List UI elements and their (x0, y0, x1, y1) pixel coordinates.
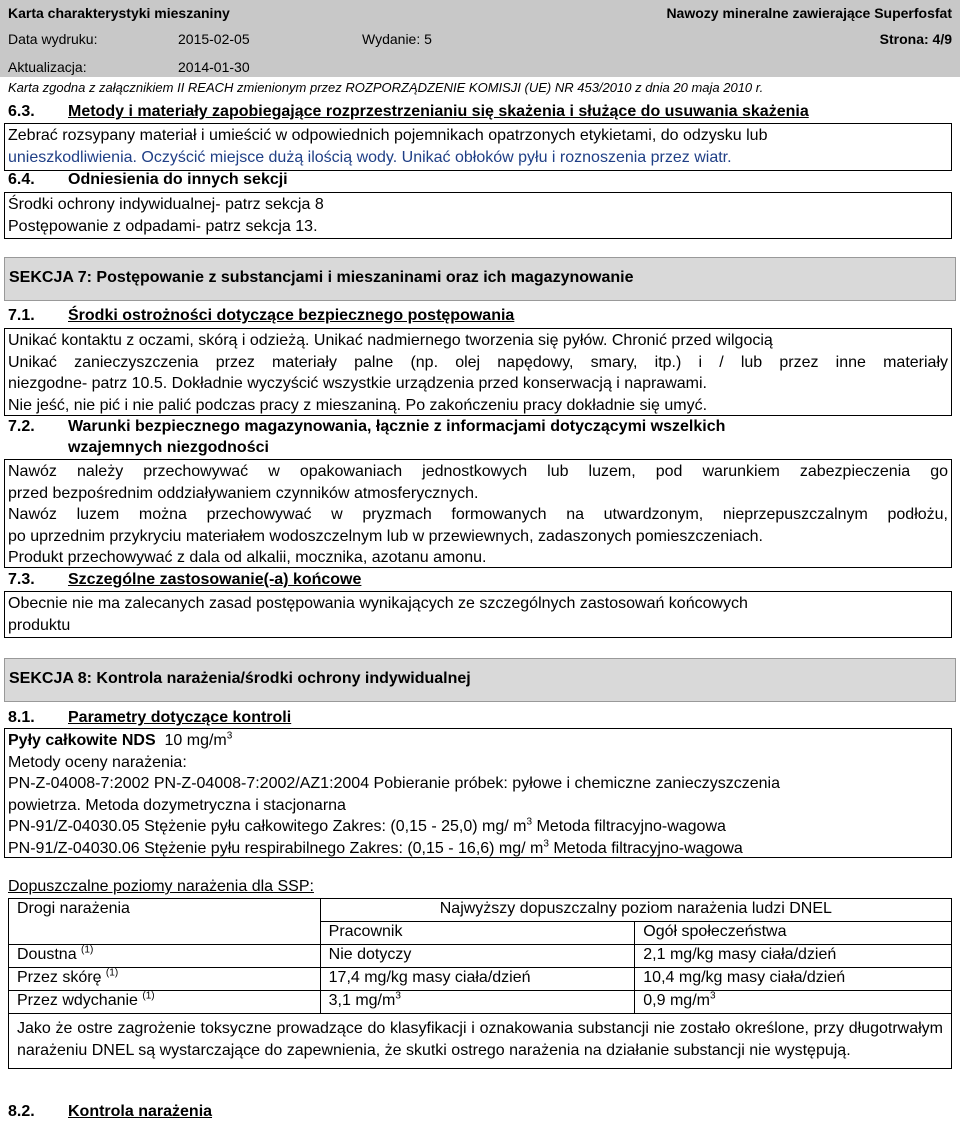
section-number: 7.1. (8, 307, 35, 324)
section-8-banner (4, 658, 956, 702)
method-text: Metoda filtracyjno-wagowa (536, 818, 726, 835)
text-line: Unikać zanieczyszczenia przez materiały palne (np. olej napędowy, smary, itp.) i / lub przez inne materiały (8, 353, 948, 371)
section-title: Metody i materiały zapobiegające rozprzestrzenianiu się skażenia i służące do usuwania skażenia (68, 103, 809, 120)
footnote-marker: (1) (81, 944, 94, 956)
section-title: Szczególne zastosowanie(-a) końcowe (68, 571, 362, 588)
table-cell (635, 945, 952, 968)
dnel-heading: Dopuszczalne poziomy narażenia dla SSP: (8, 878, 314, 895)
header-row-3 (0, 54, 960, 79)
section-number: 6.4. (8, 171, 35, 188)
method-line: powietrza. Metoda dozymetryczna i stacjonarna (8, 796, 346, 814)
print-date-label: Data wydruku: (8, 31, 98, 47)
section-title: Parametry dotyczące kontroli (68, 709, 292, 726)
text-line: po uprzednim przykryciu materiałem wodoszczelnym lub w przewiewnych, zadaszonych pomieszczeniach. (8, 527, 763, 545)
method-line (8, 816, 948, 838)
footnote-marker: (1) (105, 967, 119, 979)
section-number: 7.3. (8, 571, 35, 588)
table-header-cell: Pracownik (320, 922, 635, 945)
text-line: Nawóz luzem można przechowywać w pryzmach formowanych na utwardzonym, nieprzepuszczalnym podłożu, (8, 506, 948, 523)
text-line: Produkt przechowywać z dala od alkalii, mocznika, azotanu amonu. (8, 549, 487, 566)
route-label: Doustna (17, 946, 77, 963)
dnel-note: Jako że ostre zagrożenie toksyczne prowadzące do klasyfikacji i oznakowania substancji nie zostało określone, przy długotrwałym narażeniu DNEL są wystarczające do zapewnienia, że skutki ostrego narażenia na działanie substancji nie występują. (9, 1014, 952, 1069)
section-6-3-heading (8, 103, 809, 121)
section-8-2-heading (8, 1103, 212, 1121)
section-title: Kontrola narażenia (68, 1103, 213, 1120)
text-line: Unikać kontaktu z oczami, skórą i odzieżą. Unikać nadmiernego tworzenia się pyłów. Chronić przed wilgocią (8, 332, 773, 349)
section-number: 8.2. (8, 1103, 35, 1120)
section-6-3-box (4, 123, 952, 171)
table-cell (320, 968, 635, 991)
section-title-cont: wzajemnych niezgodności (68, 439, 269, 456)
edition: Wydanie: 5 (362, 31, 432, 47)
table-cell (320, 945, 635, 968)
route-label: Przez wdychanie (17, 992, 138, 1009)
table-cell (635, 991, 952, 1014)
section-6-4-box (4, 192, 952, 239)
text-line: Nie jeść, nie pić i nie palić podczas pracy z mieszaniną. Po zakończeniu pracy dokładnie się umyć. (8, 396, 708, 414)
section-number: 7.2. (8, 418, 35, 435)
table-header-cell: Ogół społeczeństwa (635, 922, 952, 945)
section-6-4-heading (8, 171, 288, 189)
text-line: Nawóz należy przechowywać w opakowaniach jednostkowych lub luzem, pod warunkiem zabezpieczenia go (8, 463, 948, 480)
nds-unit-exponent: 3 (226, 730, 233, 742)
table-row (9, 968, 952, 991)
unit-exponent: 3 (709, 990, 716, 1002)
update-date: 2014-01-30 (178, 59, 250, 75)
section-number: 6.3. (8, 103, 35, 120)
table-cell (9, 968, 321, 991)
method-text: PN-91/Z-04030.06 Stężenie pyłu respirabilnego Zakres: (0,15 - 16,6) mg/ m (8, 839, 544, 857)
table-cell (9, 991, 321, 1014)
methods-label: Metody oceny narażenia: (8, 753, 187, 771)
text-line: przed bezpośrednim oddziaływaniem czynników atmosferycznych. (8, 484, 479, 502)
section-7-1-heading (8, 307, 514, 325)
text-line: Obecnie nie ma zalecanych zasad postępowania wynikających ze szczególnych zastosowań końcowych (8, 595, 748, 612)
print-date: 2015-02-05 (178, 31, 250, 47)
text-line: produktu (8, 616, 71, 634)
product-name: Nawozy mineralne zawierające Superfosfat (666, 5, 952, 21)
section-8-title: SEKCJA 8: Kontrola narażenia/środki ochrony indywidualnej (9, 670, 471, 687)
compliance-note: Karta zgodna z załącznikiem II REACH zmienionym przez ROZPORZĄDZENIE KOMISJI (UE) NR 453/2010 z dnia 20 maja 2010 r. (8, 80, 764, 95)
nds-value: 10 mg/m (164, 732, 227, 749)
unit-exponent: 3 (526, 816, 533, 828)
method-line: PN-Z-04008-7:2002 PN-Z-04008-7:2002/AZ1:2004 Pobieranie próbek: pyłowe i chemiczne zanieczyszczenia (8, 775, 780, 792)
header-row-2 (0, 26, 960, 51)
table-row (9, 899, 952, 922)
method-text: PN-91/Z-04030.05 Stężenie pyłu całkowitego Zakres: (0,15 - 25,0) mg/ m (8, 818, 527, 835)
section-7-banner (4, 257, 956, 301)
dnel-value: 10,4 mg/kg masy ciała/dzień (643, 969, 846, 986)
text-line: Środki ochrony indywidualnej- patrz sekcja 8 (8, 196, 324, 213)
table-header-cell: Najwyższy dopuszczalny poziom narażenia ludzi DNEL (320, 899, 951, 922)
nds-label: Pyły całkowite NDS (8, 732, 156, 749)
nds-line (8, 730, 948, 752)
table-row (9, 945, 952, 968)
table-header-cell: Drogi narażenia (9, 899, 321, 945)
dnel-value: 17,4 mg/kg masy ciała/dzień (328, 969, 531, 986)
section-number: 8.1. (8, 709, 35, 726)
method-line (8, 838, 948, 860)
unit-exponent: 3 (395, 990, 401, 1002)
dnel-table (8, 898, 952, 1069)
text-line: niezgodne- patrz 10.5. Dokładnie wyczyścić wszystkie urządzenia przed konserwacją i naprawami. (8, 375, 707, 392)
update-label: Aktualizacja: (8, 59, 87, 75)
dnel-value: 2,1 mg/kg masy ciała/dzień (643, 946, 837, 963)
section-title: Odniesienia do innych sekcji (68, 171, 288, 188)
text-line: Postępowanie z odpadami- patrz sekcja 13. (8, 217, 318, 235)
table-row (9, 1014, 952, 1069)
document-type: Karta charakterystyki mieszaniny (8, 5, 230, 21)
section-8-1-heading (8, 709, 291, 727)
section-title: Środki ostrożności dotyczące bezpiecznego postępowania (68, 307, 515, 324)
route-label: Przez skórę (17, 969, 102, 986)
table-row (9, 991, 952, 1014)
header-row-1 (0, 0, 960, 25)
text-line: Zebrać rozsypany materiał i umieścić w odpowiednich pojemnikach opatrzonych etykietami, do odzysku lub (8, 127, 768, 144)
text-line: unieszkodliwienia. Oczyścić miejsce dużą ilością wody. Unikać obłoków pyłu i roznoszenia przez wiatr. (8, 148, 732, 166)
page-number: Strona: 4/9 (879, 31, 952, 47)
table-cell (320, 991, 635, 1014)
table-cell (9, 945, 321, 968)
section-7-2-box (4, 459, 952, 568)
dnel-value: Nie dotyczy (328, 946, 412, 963)
section-7-3-box (4, 591, 952, 638)
section-8-1-box (4, 728, 952, 858)
unit-exponent: 3 (543, 838, 549, 850)
dnel-value: 0,9 mg/m (643, 992, 710, 1009)
section-7-2-heading (8, 416, 725, 458)
footnote-marker: (1) (142, 990, 155, 1002)
section-7-title: SEKCJA 7: Postępowanie z substancjami i mieszaninami oraz ich magazynowanie (9, 269, 634, 286)
table-cell (635, 968, 952, 991)
section-7-1-box (4, 328, 952, 416)
dnel-value: 3,1 mg/m (328, 992, 396, 1009)
section-title: Warunki bezpiecznego magazynowania, łącznie z informacjami dotyczącymi wszelkich (68, 418, 726, 435)
method-text: Metoda filtracyjno-wagowa (553, 839, 743, 857)
section-7-3-heading (8, 571, 361, 589)
